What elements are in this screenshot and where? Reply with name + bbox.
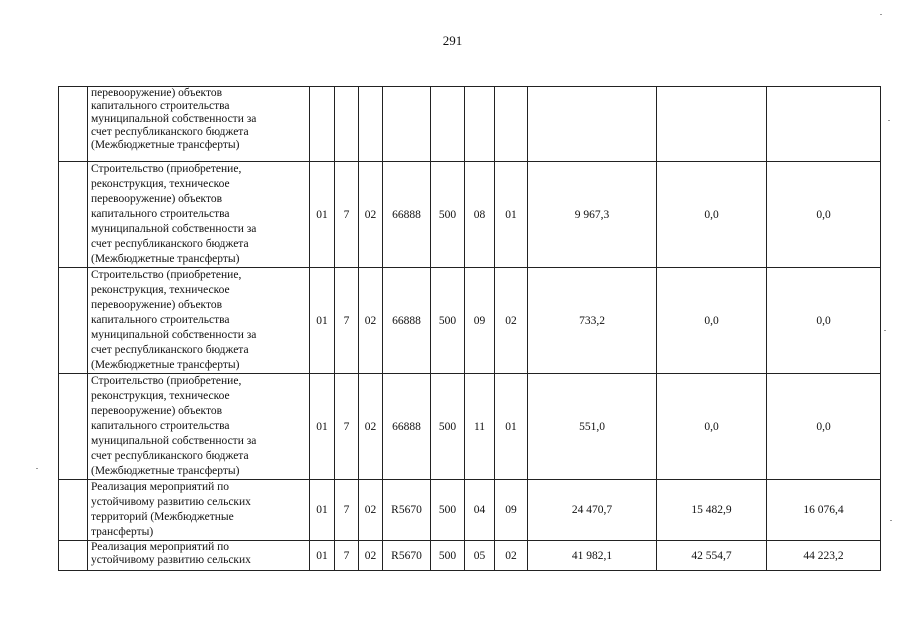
amount-cell: 0,0 — [657, 162, 767, 268]
code-cell: 7 — [335, 268, 359, 374]
scan-speck — [888, 120, 890, 121]
row-margin-cell — [59, 374, 88, 480]
amount-cell: 0,0 — [767, 268, 881, 374]
code-cell: 500 — [431, 268, 465, 374]
code-cell: 7 — [335, 541, 359, 571]
scan-speck — [36, 468, 38, 469]
code-cell: 02 — [359, 480, 383, 541]
amount-cell: 733,2 — [528, 268, 657, 374]
code-cell: 02 — [495, 268, 528, 374]
code-cell — [465, 87, 495, 162]
code-cell: 500 — [431, 162, 465, 268]
amount-cell — [767, 87, 881, 162]
scan-speck — [890, 520, 892, 521]
code-cell: R5670 — [383, 480, 431, 541]
amount-cell: 24 470,7 — [528, 480, 657, 541]
code-cell: 01 — [495, 374, 528, 480]
row-margin-cell — [59, 87, 88, 162]
amount-cell: 44 223,2 — [767, 541, 881, 571]
code-cell: 11 — [465, 374, 495, 480]
code-cell — [359, 87, 383, 162]
amount-cell: 42 554,7 — [657, 541, 767, 571]
table-row — [59, 541, 881, 571]
amount-cell: 16 076,4 — [767, 480, 881, 541]
code-cell: 500 — [431, 374, 465, 480]
row-name-cell: Реализация мероприятий по устойчивому развитию сельских территорий (Межбюджетные трансферты) — [88, 480, 310, 541]
row-margin-cell — [59, 541, 88, 571]
code-cell: 7 — [335, 480, 359, 541]
code-cell: 01 — [310, 374, 335, 480]
code-cell: 01 — [310, 541, 335, 571]
table-row — [59, 480, 881, 541]
code-cell: 04 — [465, 480, 495, 541]
code-cell: 02 — [359, 374, 383, 480]
code-cell — [335, 87, 359, 162]
row-name-cell: Строительство (приобретение, реконструкция, техническое перевооружение) объектов капитального строительства муниципальной собственности за счет республиканского бюджета (Межбюджетные трансферты) — [88, 162, 310, 268]
row-name-cell: перевооружение) объектов капитального строительства муниципальной собственности за счет республиканского бюджета (Межбюджетные трансферты) — [88, 87, 310, 162]
amount-cell: 0,0 — [767, 374, 881, 480]
code-cell — [431, 87, 465, 162]
code-cell — [383, 87, 431, 162]
code-cell: 02 — [359, 541, 383, 571]
amount-cell: 15 482,9 — [657, 480, 767, 541]
code-cell: 66888 — [383, 268, 431, 374]
code-cell — [495, 87, 528, 162]
code-cell: 05 — [465, 541, 495, 571]
table-row — [59, 268, 881, 374]
amount-cell: 0,0 — [657, 374, 767, 480]
row-name-cell: Реализация мероприятий по устойчивому развитию сельских — [88, 541, 310, 571]
amount-cell — [657, 87, 767, 162]
code-cell: 7 — [335, 162, 359, 268]
amount-cell: 41 982,1 — [528, 541, 657, 571]
code-cell: 08 — [465, 162, 495, 268]
code-cell: 01 — [310, 268, 335, 374]
scan-speck — [884, 330, 886, 331]
code-cell: 01 — [495, 162, 528, 268]
amount-cell — [528, 87, 657, 162]
code-cell: 01 — [310, 480, 335, 541]
row-margin-cell — [59, 162, 88, 268]
row-name-cell: Строительство (приобретение, реконструкция, техническое перевооружение) объектов капитального строительства муниципальной собственности за счет республиканского бюджета (Межбюджетные трансферты) — [88, 374, 310, 480]
code-cell: 500 — [431, 480, 465, 541]
amount-cell: 0,0 — [767, 162, 881, 268]
code-cell: 66888 — [383, 162, 431, 268]
code-cell: 09 — [495, 480, 528, 541]
code-cell: 500 — [431, 541, 465, 571]
page-number: 291 — [442, 33, 463, 48]
code-cell: R5670 — [383, 541, 431, 571]
amount-cell: 551,0 — [528, 374, 657, 480]
code-cell: 02 — [495, 541, 528, 571]
amount-cell: 0,0 — [657, 268, 767, 374]
code-cell: 01 — [310, 162, 335, 268]
row-margin-cell — [59, 480, 88, 541]
scan-speck — [880, 14, 882, 15]
code-cell: 09 — [465, 268, 495, 374]
amount-cell: 9 967,3 — [528, 162, 657, 268]
table-row — [59, 87, 881, 162]
budget-table — [58, 86, 881, 571]
row-name-cell: Строительство (приобретение, реконструкция, техническое перевооружение) объектов капитального строительства муниципальной собственности за счет республиканского бюджета (Межбюджетные трансферты) — [88, 268, 310, 374]
code-cell: 02 — [359, 268, 383, 374]
row-margin-cell — [59, 268, 88, 374]
table-row — [59, 162, 881, 268]
code-cell: 66888 — [383, 374, 431, 480]
code-cell — [310, 87, 335, 162]
table-row — [59, 374, 881, 480]
code-cell: 7 — [335, 374, 359, 480]
code-cell: 02 — [359, 162, 383, 268]
